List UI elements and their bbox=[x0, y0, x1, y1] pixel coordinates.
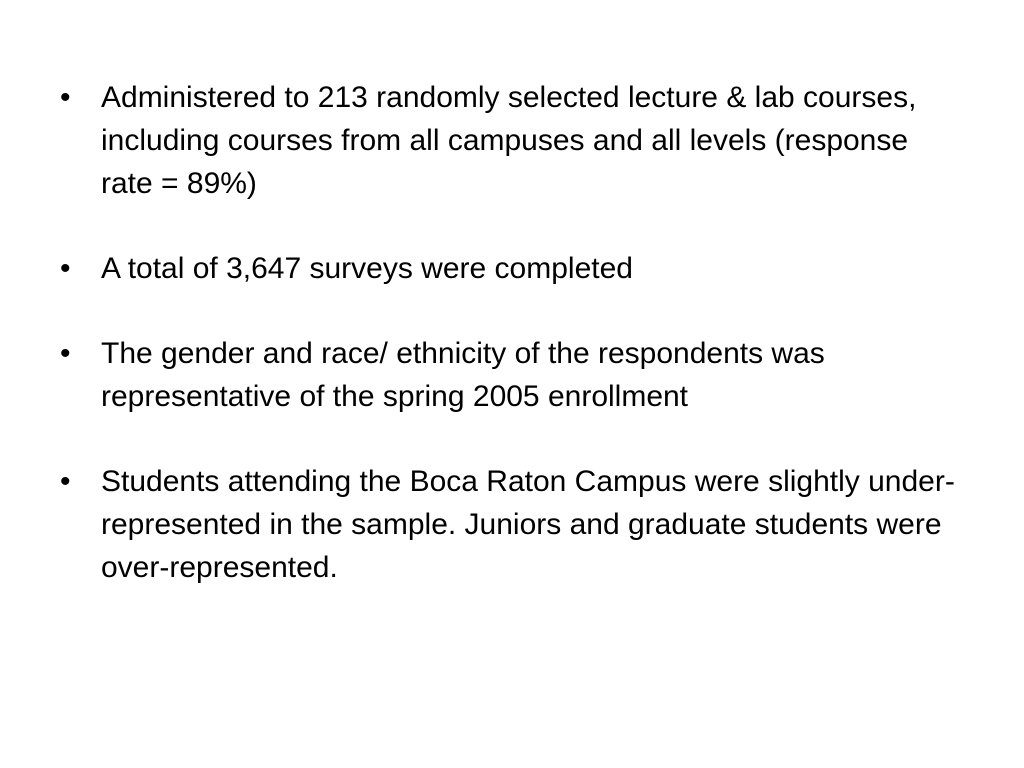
bullet-item-response-rate bbox=[60, 76, 960, 205]
bullet-marker: • bbox=[60, 81, 71, 114]
bullet-item-total-surveys bbox=[60, 247, 960, 290]
bullet-item-representativeness bbox=[60, 332, 960, 418]
bullet-list bbox=[60, 76, 960, 589]
bullet-marker: • bbox=[60, 252, 71, 285]
bullet-text: Administered to 213 randomly selected lecture & lab courses, including courses from all campuses and all levels (response rate = 89%) bbox=[101, 81, 917, 200]
bullet-text: The gender and race/ ethnicity of the respondents was representative of the spring 2005 enrollment bbox=[101, 337, 825, 413]
bullet-text: Students attending the Boca Raton Campus were slightly under-represented in the sample. Juniors and graduate students were over-represented. bbox=[101, 465, 955, 584]
bullet-marker: • bbox=[60, 465, 71, 498]
bullet-item-campus-representation bbox=[60, 460, 960, 589]
bullet-text: A total of 3,647 surveys were completed bbox=[101, 252, 633, 285]
bullet-marker: • bbox=[60, 337, 71, 370]
